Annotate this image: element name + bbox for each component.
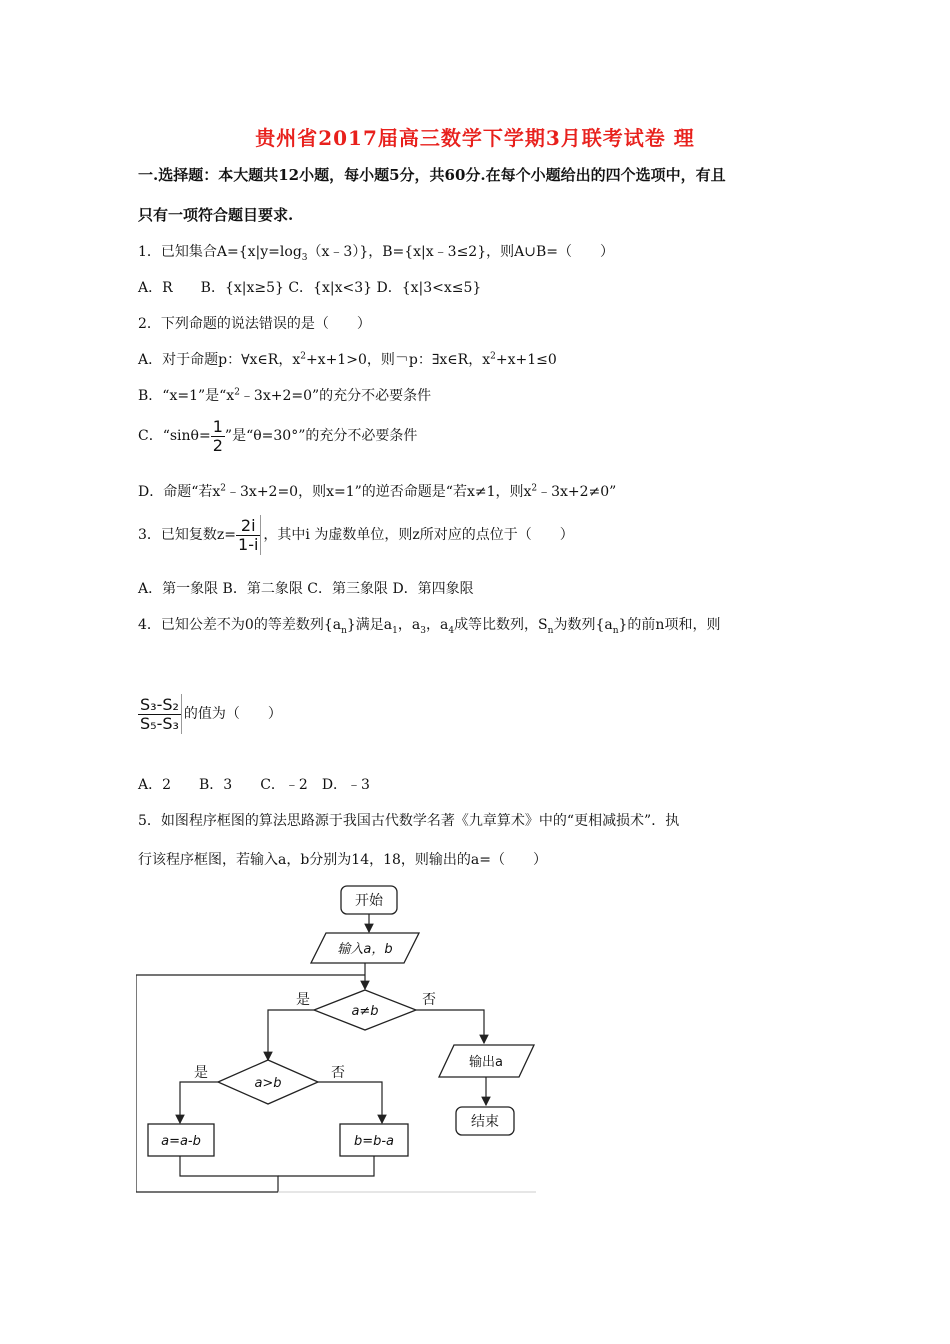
cond1-no-label: 否 xyxy=(422,992,436,1008)
q4-stem xyxy=(138,614,720,636)
q4-image-edge xyxy=(181,694,182,734)
assign-b-label: b=b-a xyxy=(353,1134,395,1149)
q2-c-part2: ”是“θ=30°”的充分不必要条件 xyxy=(224,428,418,445)
q4-part2: }满足a xyxy=(346,617,393,633)
q4-numerator: S₃-S₂ xyxy=(140,694,179,714)
q4-part7: }的前n项和，则 xyxy=(618,617,721,633)
q2-a-part3: +x+1≤0 xyxy=(495,352,557,368)
q1-stem xyxy=(138,241,614,263)
q2-d-part1: D．命题“若x xyxy=(138,484,221,500)
section-heading-line2: 只有一项符合题目要求. xyxy=(138,206,294,224)
q4-sub2: 1 xyxy=(392,625,398,636)
q1-options: A．R B．{x|x≥5} C．{x|x<3} D．{x|3<x≤5} xyxy=(138,280,482,296)
q3-options: A．第一象限 B．第二象限 C．第三象限 D．第四象限 xyxy=(138,581,474,597)
q2-a-part1: A．对于命题p：∀x∈R，x xyxy=(138,352,301,368)
q4-part3: ，a xyxy=(397,617,421,633)
q2-d-sup2: 2 xyxy=(531,483,538,494)
q2-d-part3: ﹣3x+2≠0” xyxy=(537,484,617,500)
q2-d-part2: ﹣3x+2=0，则x=1”的逆否命题是“若x≠1，则x xyxy=(226,484,532,500)
q4-sub4: 4 xyxy=(448,625,455,636)
input-label: 输入a，b xyxy=(337,942,393,957)
q4-fraction xyxy=(138,696,181,732)
q2-b-part1: B．“x=1”是“x xyxy=(138,388,235,404)
q2-option-d xyxy=(138,481,616,501)
q1-stem-b: （x﹣3）}，B={x|x﹣3≤2}，则A∪B=（ ） xyxy=(307,244,614,260)
cond2-label: a>b xyxy=(254,1076,282,1091)
end-label: 结束 xyxy=(471,1114,499,1130)
q4-options: A．2 B．3 C．﹣2 D．﹣3 xyxy=(138,777,370,793)
q4-part8: 的值为（ ） xyxy=(183,706,282,722)
arrow-cond2-no xyxy=(318,1082,382,1123)
q5-stem-line1: 5．如图程序框图的算法思路源于我国古代数学名著《九章算术》中的“更相减损术”．执 xyxy=(138,813,680,829)
q2-a-part2: +x+1>0，则￢p：∃x∈R，x xyxy=(305,352,491,368)
q2-b-part2: ﹣3x+2=0”的充分不必要条件 xyxy=(239,388,432,404)
q2-c-denominator: 2 xyxy=(212,435,223,455)
section-heading-line1: 一.选择题：本大题共12小题，每小题5分，共60分.在每个小题给出的四个选项中，有且 xyxy=(138,166,726,184)
q4-part5: 成等比数列，S xyxy=(454,617,548,633)
q2-c-part1: C．“sinθ= xyxy=(138,428,211,445)
q2-option-c xyxy=(138,418,417,454)
q3-stem-part2: ，其中i 为虚数单位，则z所对应的点位于（ ） xyxy=(263,527,574,543)
q2-d-sup1: 2 xyxy=(220,483,227,494)
cond1-label: a≠b xyxy=(351,1004,379,1019)
q3-stem-part1: 3．已知复数z= xyxy=(138,527,237,543)
q1-log-base: 3 xyxy=(301,252,308,263)
q4-sub1: n xyxy=(341,625,347,636)
arrow-cond1-yes xyxy=(268,1010,314,1060)
cond1-yes-label: 是 xyxy=(296,992,310,1008)
merge-line-b xyxy=(278,1156,374,1176)
start-label: 开始 xyxy=(355,893,383,909)
q2-option-a xyxy=(138,349,557,369)
page-title: 贵州省2017届高三数学下学期3月联考试卷 理 xyxy=(255,126,695,150)
q2-option-b xyxy=(138,385,431,405)
q4-sub3: 3 xyxy=(420,625,426,636)
output-label: 输出a xyxy=(469,1055,503,1070)
q2-stem: 2．下列命题的说法错误的是（ ） xyxy=(138,316,371,332)
q3-fraction xyxy=(236,517,260,553)
assign-a-label: a=a-b xyxy=(161,1134,201,1149)
q2-c-fraction xyxy=(211,418,225,454)
flowchart xyxy=(136,880,536,1195)
q4-sub5: n xyxy=(547,625,554,636)
q4-sub6: n xyxy=(612,625,619,636)
cond2-no-label: 否 xyxy=(331,1065,345,1081)
q4-expression xyxy=(138,694,282,734)
q2-a-sup1: 2 xyxy=(300,351,306,362)
q4-part1: 4．已知公差不为0的等差数列{a xyxy=(138,617,342,633)
q2-b-sup: 2 xyxy=(234,387,240,398)
q3-stem xyxy=(138,515,574,555)
q2-a-sup2: 2 xyxy=(490,351,496,362)
q4-denominator: S₅-S₃ xyxy=(140,713,179,733)
q3-numerator: 2i xyxy=(236,517,260,536)
merge-line-a xyxy=(180,1156,278,1192)
q5-stem-line2: 行该程序框图，若输入a，b分别为14，18，则输出的a=（ ） xyxy=(138,852,548,868)
cond2-yes-label: 是 xyxy=(194,1065,208,1081)
arrow-cond1-no xyxy=(416,1010,484,1043)
q3-image-edge xyxy=(260,515,261,555)
q2-c-numerator: 1 xyxy=(212,417,223,436)
q4-part6: 为数列{a xyxy=(553,617,613,633)
q4-part4: ，a xyxy=(425,617,449,633)
q3-denominator: 1-i xyxy=(238,534,259,554)
q1-stem-a: 1．已知集合A={x|y=log xyxy=(138,244,302,260)
arrow-cond2-yes xyxy=(180,1082,218,1123)
